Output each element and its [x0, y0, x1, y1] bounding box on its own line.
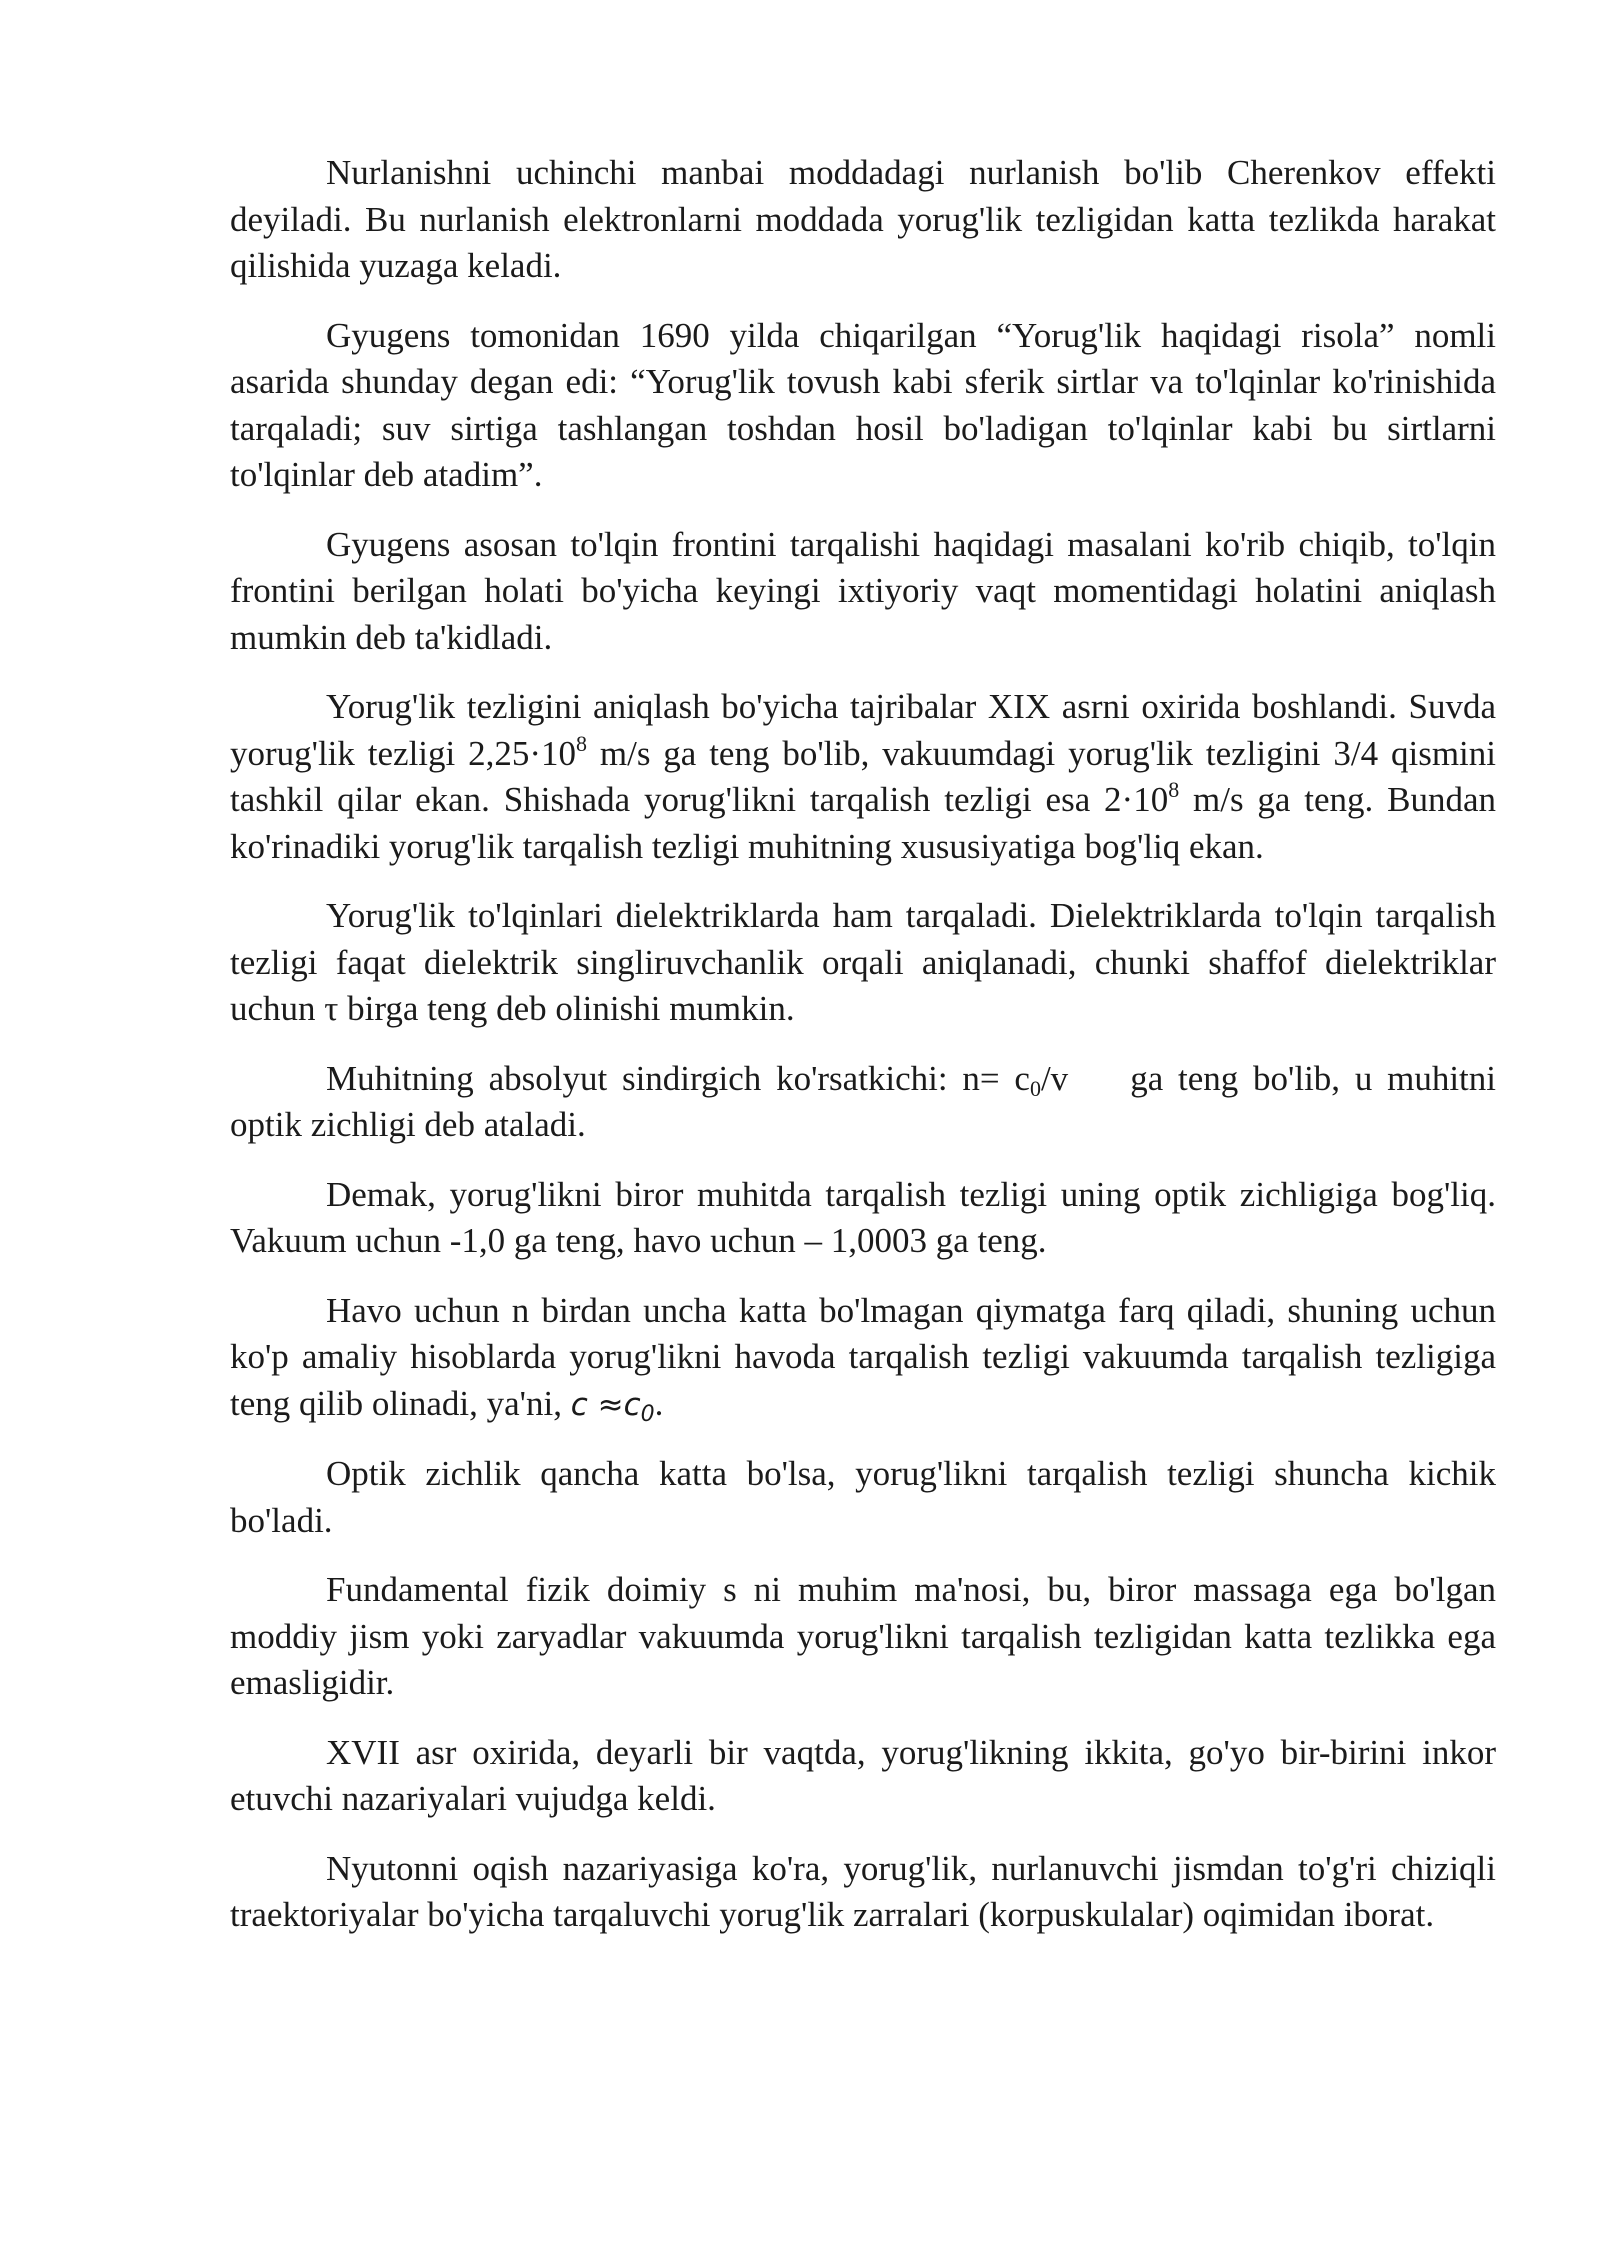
paragraph-cherenkov: Nurlanishni uchinchi manbai moddadagi nurlanish bo'lib Cherenkov effekti deyiladi. Bu nurlanish elektronlarni moddada yorug'lik tezligidan katta tezlikda harakat qilishida yuzaga keladi. [230, 153, 1496, 285]
paragraph-fundamental-constant: Fundamental fizik doimiy s ni muhim ma'nosi, bu, biror massaga ega bo'lgan moddiy jism yoki zaryadlar vakuumda yorug'likni tarqalish tezligidan katta tezlikka ega emasligidir. [230, 1570, 1496, 1702]
subscript: 0 [1029, 1075, 1041, 1101]
text-segment: Yorug'lik tezligini aniqlash bo'yicha tajribalar XIX asrni oxirida boshlandi. Suvda yorug'lik tezligi 2,25·10 [230, 687, 1496, 773]
math-symbol: c [570, 1386, 588, 1423]
paragraph-newton-theory: Nyutonni oqish nazariyasiga ko'ra, yorug'lik, nurlanuvchi jismdan to'g'ri chiziqli traektoriyalar bo'yicha tarqaluvchi yorug'lik zarralari (korpuskulalar) oqimidan iborat. [230, 1848, 1496, 1934]
text-segment: Havo uchun n birdan uncha katta bo'lmagan qiymatga farq qiladi, shuning uchun ko'p amaliy hisoblarda yorug'likni havoda tarqalish tezligi vakuumda tarqalish tezligiga teng qilib olinadi, ya'ni, [230, 1290, 1496, 1423]
paragraph-huygens-treatise: Gyugens tomonidan 1690 yilda chiqarilgan “Yorug'lik haqidagi risola” nomli asarida shunday degan edi: “Yorug'lik tovush kabi sferik sirtlar va to'lqinlar ko'rinishida tarqaladi; suv sirtiga tashlangan toshdan hosil bo'ladigan to'lqinlar kabi bu sirtlarni to'lqinlar deb atadim”. [230, 315, 1496, 494]
document-page [230, 150, 1496, 1962]
paragraph-optical-density: Demak, yorug'likni biror muhitda tarqalish tezligi uning optik zichligiga bog'liq. Vakuum uchun -1,0 ga teng, havo uchun – 1,0003 ga teng. [230, 1174, 1496, 1260]
subscript: 0 [640, 1401, 655, 1427]
text-segment: ga teng bo'lib, u muhitni optik zichligi deb ataladi. [230, 1058, 1496, 1144]
paragraph-air-speed [230, 1288, 1496, 1429]
exponent: 8 [1168, 777, 1180, 802]
paragraph-wave-front: Gyugens asosan to'lqin frontini tarqalishi haqidagi masalani ko'rib chiqib, to'lqin frontini berilgan holati bo'yicha keyingi ixtiyoriy vaqt momentidagi holatini aniqlash mumkin deb ta'kidladi. [230, 524, 1496, 657]
paragraph-light-speed [230, 684, 1496, 870]
approx-symbol: ≈ [587, 1386, 624, 1423]
paragraph-refractive-index [230, 1056, 1496, 1149]
formula-text: /v [1040, 1058, 1069, 1098]
paragraph-xvii-century: XVII asr oxirida, deyarli bir vaqtda, yorug'likning ikkita, go'yo bir-birini inkor etuvchi nazariyalari vujudga keldi. [230, 1732, 1496, 1818]
text-segment: m/s ga teng. Bundan ko'rinadiki yorug'lik tarqalish tezligi muhitning xususiyatiga bog'liq ekan. [230, 780, 1496, 866]
exponent: 8 [576, 730, 588, 756]
paragraph-density-speed: Optik zichlik qancha katta bo'lsa, yorug'likni tarqalish tezligi shuncha kichik bo'ladi. [230, 1454, 1496, 1540]
text-segment: Muhitning absolyut sindirgich ko'rsatkichi: n= c [326, 1058, 1030, 1098]
text-segment: m/s ga teng bo'lib, vakuumdagi yorug'lik tezligini 3/4 qismini tashkil qilar ekan. Shishada yorug'likni tarqalish tezligi esa 2·10 [230, 733, 1497, 819]
text-segment: . [654, 1383, 664, 1423]
math-symbol: c [623, 1386, 641, 1423]
paragraph-dielectrics: Yorug'lik to'lqinlari dielektriklarda ham tarqaladi. Dielektriklarda to'lqin tarqalish tezligi faqat dielektrik singliruvchanlik orqali aniqlanadi, chunki shaffof dielektriklar uchun τ birga teng deb olinishi mumkin. [230, 896, 1496, 1028]
